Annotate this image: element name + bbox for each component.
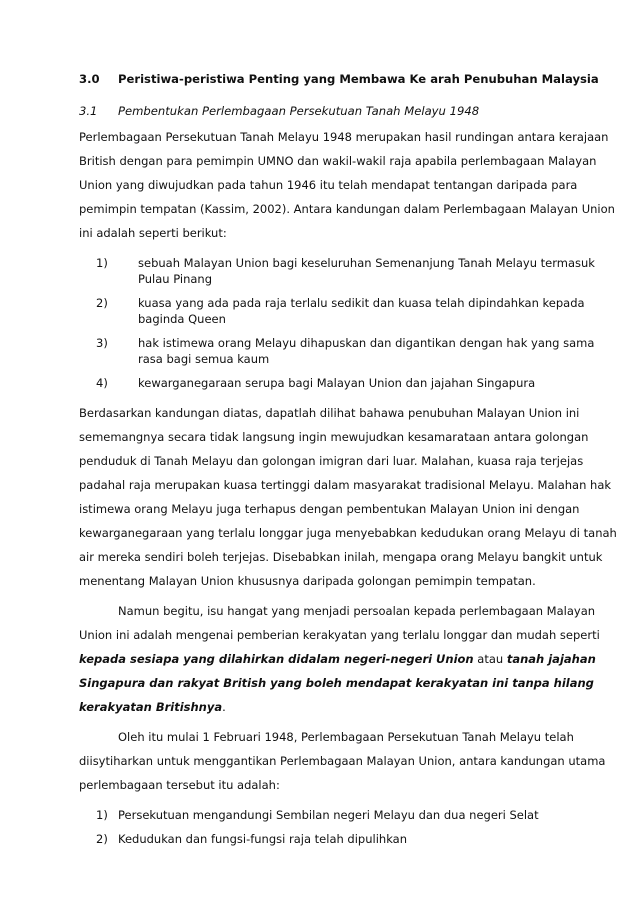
list-item-number: 1) [96,808,108,822]
list-item-number: 4) [96,376,108,390]
para3-line: Singapura dan rakyat British yang boleh mendapat kerakyatan ini tanpa hilang [79,676,594,690]
plain-text: atau [477,652,504,666]
para3-line [79,652,596,666]
emphasis-text: tanah jajahan [506,652,596,666]
para2-line: kewarganegaraan yang terlalu longgar juga menyebabkan kedudukan orang Melayu di tanah [79,526,617,540]
para4-line: Oleh itu mulai 1 Februari 1948, Perlembagaan Persekutuan Tanah Melayu telah [118,730,574,744]
emphasis-text: kepada sesiapa yang dilahirkan didalam negeri-negeri Union [79,652,474,666]
para3-line: Namun begitu, isu hangat yang menjadi persoalan kepada perlembagaan Malayan [118,604,596,618]
list-item-text: Kedudukan dan fungsi-fungsi raja telah dipulihkan [118,832,407,846]
para2-line: Berdasarkan kandungan diatas, dapatlah dilihat bahawa penubuhan Malayan Union ini [79,406,580,420]
list-item-text: Pulau Pinang [138,272,213,286]
list-item-number: 2) [96,832,108,846]
list-item-text: hak istimewa orang Melayu dihapuskan dan digantikan dengan hak yang sama [138,336,595,350]
para2-line: menentang Malayan Union khususnya daripada golongan pemimpin tempatan. [79,574,536,588]
para2-line: sememangnya secara tidak langsung ingin mewujudkan kesamarataan antara golongan [79,430,589,444]
list-item-text: sebuah Malayan Union bagi keseluruhan Semenanjung Tanah Melayu termasuk [138,256,595,270]
list-item-number: 3) [96,336,108,350]
para1-line: pemimpin tempatan (Kassim, 2002). Antara kandungan dalam Perlembagaan Malayan Union [79,202,615,216]
subsection-number: 3.1 [79,104,98,118]
para2-line: penduduk di Tanah Melayu dan golongan imigran dari luar. Malahan, kuasa raja terjejas [79,454,584,468]
para2-line: air mereka sendiri boleh terjejas. Disebabkan inilah, mengapa orang Melayu bangkit untuk [79,550,603,564]
para1-line: Union yang diwujudkan pada tahun 1946 itu telah mendapat tentangan daripada para [79,178,578,192]
para1-line: ini adalah seperti berikut: [79,226,227,240]
list-item-text: Persekutuan mengandungi Sembilan negeri Melayu dan dua negeri Selat [118,808,539,822]
list-item-number: 2) [96,296,108,310]
list-item-text: kuasa yang ada pada raja terlalu sedikit dan kuasa telah dipindahkan kepada [138,296,585,310]
para3-line: Union ini adalah mengenai pemberian kerakyatan yang terlalu longgar dan mudah seperti [79,628,600,642]
para2-line: padahal raja merupakan kuasa tertinggi dalam masyarakat tradisional Melayu. Malahan hak [79,478,612,492]
list-item-text: kewarganegaraan serupa bagi Malayan Union dan jajahan Singapura [138,376,536,390]
list-item-text: baginda Queen [138,312,226,326]
para4-line: perlembagaan tersebut itu adalah: [79,778,280,792]
para4-line: diisytiharkan untuk menggantikan Perlembagaan Malayan Union, antara kandungan utama [79,754,606,768]
section-title: Peristiwa-peristiwa Penting yang Membawa Ke arah Penubuhan Malaysia [118,72,599,86]
list-item-number: 1) [96,256,108,270]
list-item-text: rasa bagi semua kaum [138,352,270,366]
para1-line: Perlembagaan Persekutuan Tanah Melayu 1948 merupakan hasil rundingan antara kerajaan [79,130,609,144]
para3-line [79,700,226,714]
emphasis-text: kerakyatan Britishnya [79,700,223,714]
section-number: 3.0 [79,72,100,86]
para2-line: istimewa orang Melayu juga terhapus dengan pembentukan Malayan Union ini dengan [79,502,580,516]
subsection-title: Pembentukan Perlembagaan Persekutuan Tanah Melayu 1948 [118,104,480,118]
para1-line: British dengan para pemimpin UMNO dan wakil-wakil raja apabila perlembagaan Malayan [79,154,597,168]
plain-text: . [222,700,226,714]
